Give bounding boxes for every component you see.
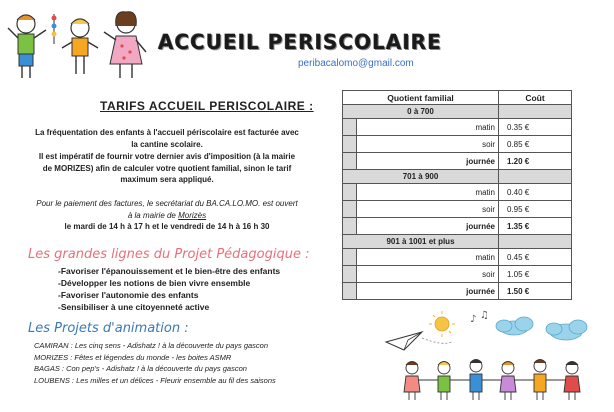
list-item: -Favoriser l'épanouissement et le bien-être des enfants: [58, 266, 281, 276]
list-item: CAMIRAN : Les cinq sens - Adishatz ! à la découverte du pays gascon: [34, 341, 269, 350]
group-row: [343, 170, 572, 184]
group-spacer: [499, 170, 572, 184]
animation-title: Les Projets d'animation :: [28, 321, 189, 336]
svg-text:♪: ♪: [470, 314, 477, 325]
animation-list: [34, 340, 276, 386]
cost-cell: 0.85 €: [499, 136, 572, 153]
tax-line-1: Il est impératif de fournir votre dernier avis d'imposition (à la mairie: [38, 152, 296, 161]
kids-playing-illustration: [382, 308, 602, 404]
table-row: [343, 201, 572, 218]
tax-notice-paragraph: [16, 151, 318, 186]
pricing-table: [342, 90, 572, 300]
billing-line-1: La fréquentation des enfants à l'accueil périscolaire est facturée avec: [35, 128, 299, 137]
list-item: -Développer les notions de bien vivre ensemble: [58, 278, 251, 288]
list-item: -Favoriser l'autonomie des enfants: [58, 290, 199, 300]
office-line-2: [16, 210, 318, 222]
period-cell: soir: [357, 136, 499, 153]
cost-cell: 0.45 €: [499, 249, 572, 266]
period-cell: journée: [357, 153, 499, 170]
cost-cell: 0.95 €: [499, 201, 572, 218]
list-item: BAGAS : Con pep's - Adishatz ! à la découverte du pays gascon: [34, 364, 247, 373]
group-row: [343, 105, 572, 119]
group-spacer: [499, 105, 572, 119]
list-item: -Sensibiliser à une citoyenneté active: [58, 302, 210, 312]
group-label: 901 à 1001 et plus: [343, 235, 499, 249]
table-row: [343, 136, 572, 153]
group-spacer: [499, 235, 572, 249]
list-item: LOUBENS : Les milles et un délices - Fleurir ensemble au fil des saisons: [34, 375, 276, 385]
table-header-row: [343, 91, 572, 105]
group-row: [343, 235, 572, 249]
table-row: [343, 153, 572, 170]
period-cell: soir: [357, 201, 499, 218]
table-row: [343, 218, 572, 235]
pedagogique-list: [58, 265, 280, 313]
office-line-2a: à la mairie de: [127, 210, 179, 220]
contact-email[interactable]: peribacalomo@gmail.com: [298, 58, 414, 69]
office-hours-paragraph: [16, 198, 318, 233]
table-row: [343, 249, 572, 266]
cost-cell: 1.35 €: [499, 218, 572, 235]
page-title: ACCUEIL PERISCOLAIRE: [158, 30, 442, 54]
table-row: [343, 283, 572, 300]
period-cell: matin: [357, 184, 499, 201]
period-cell: matin: [357, 119, 499, 136]
list-item: MORIZES : Fêtes et légendes du monde - les boites ASMR: [34, 352, 232, 362]
tax-line-3: maximum sera appliqué.: [120, 175, 214, 184]
cost-cell: 0.40 €: [499, 184, 572, 201]
group-label: 0 à 700: [343, 105, 499, 119]
table-row: [343, 119, 572, 136]
pedagogique-title: Les grandes lignes du Projet Pédagogique :: [28, 247, 310, 262]
group-label: 701 à 900: [343, 170, 499, 184]
billing-paragraph: [16, 127, 318, 150]
billing-line-2: la cantine scolaire.: [131, 139, 203, 149]
period-cell: journée: [357, 218, 499, 235]
period-cell: soir: [357, 266, 499, 283]
table-row: [343, 266, 572, 283]
cost-cell: 0.35 €: [499, 119, 572, 136]
tarifs-title: TARIFS ACCUEIL PERISCOLAIRE :: [100, 99, 314, 113]
office-line-1: Pour le paiement des factures, le secrétariat du BA.CA.LO.MO. est ouvert: [36, 199, 298, 208]
office-hours: le mardi de 14 h à 17 h et le vendredi de 14 h à 16 h 30: [64, 222, 270, 231]
tax-line-2: de MORIZES) afin de calculer votre quotient familial, sinon le tarif: [42, 163, 292, 173]
pricing-table-wrapper: [342, 90, 571, 300]
svg-text:♫: ♫: [480, 310, 489, 321]
office-line-3: [16, 221, 318, 233]
table-row: [343, 184, 572, 201]
office-town: Morizès: [178, 210, 207, 220]
cost-cell: 1.05 €: [499, 266, 572, 283]
cost-cell: 1.20 €: [499, 153, 572, 170]
cost-cell: 1.50 €: [499, 283, 572, 300]
header-quotient: Quotient familial: [343, 91, 499, 105]
kids-illustration: [4, 4, 154, 82]
period-cell: matin: [357, 249, 499, 266]
header-cost: Coût: [499, 91, 572, 105]
period-cell: journée: [357, 283, 499, 300]
